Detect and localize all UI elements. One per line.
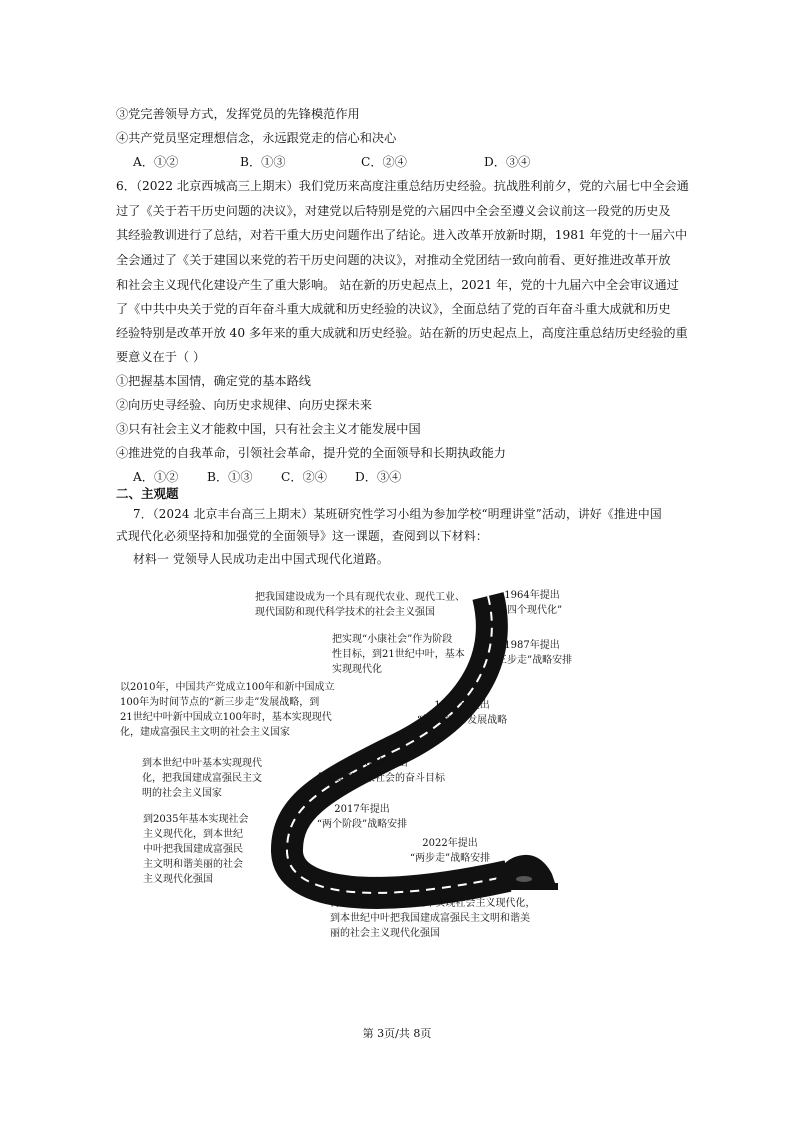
q6-option-1: ①把握基本国情，确定党的基本路线 — [116, 374, 311, 388]
q7-material-title: 材料一 党领导人民成功走出中国式现代化道路。 — [133, 552, 389, 566]
road-label-bottom: 再次明确到2035年基本实现社会主义现代化， 到本世纪中叶把我国建成富强民主文明和谐美 丽的社会主义现代化强国 — [330, 898, 536, 939]
road-label-milestone: 1987年提出 “三步走”战略安排 — [491, 640, 573, 666]
q6-choice-b: B．①③ — [207, 470, 253, 484]
road-label-left: 到本世纪中叶基本实现现代 化，把我国建成富强民主文 明的社会主义国家 — [142, 758, 262, 799]
road-label-left: 以2010年，中国共产党成立100年和新中国成立 100年为时间节点的“新三步走”发展战略，到 21世纪中叶新中国成立100年时，基本实现现代 化，建成富强民主文明的社会主义国家 — [120, 682, 335, 738]
road-label-left: 把实现“小康社会”作为阶段 性目标，到21世纪中叶，基本 实现现代化 — [332, 634, 465, 675]
q6-stem-line: 全会通过了《关于建国以来党的若干历史问题的决议》，对推动全党团结一致向前看、更好推进改革开放 — [116, 253, 671, 267]
q6-stem-line: 6．（2022 北京西城高三上期末）我们党历来高度注重总结历史经验。抗战胜利前夕，党的六届七中全会通 — [116, 179, 689, 193]
q6-stem-line: 经验特别是改革开放 40 多年来的重大成就和历史经验。站在新的历史起点上，高度注重总结历史经验的重 — [116, 326, 688, 340]
q5-choice-b: B．①③ — [240, 155, 286, 169]
q6-stem-line: 了《中共中央关于党的百年奋斗重大成就和历史经验的决议》，全面总结了党的百年奋斗重大成就和历史 — [116, 302, 671, 316]
q6-stem-line: 和社会主义现代化建设产生了重大影响。 站在新的历史起点上，2021 年，党的十九届六中全会审议通过 — [116, 278, 679, 292]
q5-choice-a: A．①② — [133, 155, 179, 169]
q6-choice-a: A．①② — [133, 470, 179, 484]
page-number: 第 3页/共 8页 — [362, 1027, 432, 1040]
road-label-milestone: 2022年提出 “两步走”战略安排 — [409, 838, 491, 864]
q6-stem-line: 过了《关于若干历史问题的决议》，对建党以后特别是党的六届四中全会至遵义会议前这一段党的历史及 — [116, 204, 671, 218]
q5-choice-d: D．③④ — [484, 155, 531, 169]
road-label-milestone: 2017年提出 “两个阶段”战略安排 — [316, 804, 408, 830]
q6-option-3: ③只有社会主义才能救中国，只有社会主义才能发展中国 — [116, 422, 421, 436]
road-label-left: 把我国建设成为一个具有现代农业、现代工业、 现代国防和现代科学技术的社会主义强国 — [255, 592, 465, 618]
q6-stem-line: 其经验教训进行了总结，对若干重大历史问题作出了结论。进入改革开放新时期，1981 年党的十一届六中 — [116, 228, 688, 242]
section-title: 二、主观题 — [116, 486, 179, 501]
q7-stem-line: 式现代化必须坚持和加强党的全面领导》这一课题，查阅到以下材料： — [116, 529, 488, 543]
q5-option-3: ③党完善领导方式，发挥党员的先锋模范作用 — [116, 107, 360, 121]
q6-option-2: ②向历史寻经验、向历史求规律、向历史探未来 — [116, 398, 372, 412]
q6-choice-d: D．③④ — [355, 470, 402, 484]
road-label-milestone: 1964年提出 “四个现代化” — [501, 590, 563, 616]
q6-stem-line: 要意义在于（ ） — [116, 350, 206, 364]
road-label-left: 到2035年基本实现社会 主义现代化，到本世纪 中叶把我国建成富强民 主文明和谐美丽的社会 主义现代化强国 — [143, 814, 249, 885]
q5-choice-c: C．②④ — [361, 155, 407, 169]
road-label-milestone: 2002年提出 全面建设小康社会的奋斗目标 — [315, 758, 445, 784]
road-label-milestone: 1997年提出 “新三步走”发展战略 — [416, 700, 508, 726]
q7-stem-line: 7．（2024 北京丰台高三上期末）某班研究性学习小组为参加学校“明理讲堂”活动，讲好《推进中国 — [133, 507, 662, 521]
q6-choice-c: C．②④ — [281, 470, 327, 484]
q6-option-4: ④推进党的自我革命，引领社会革命，提升党的全面领导和长期执政能力 — [116, 446, 506, 460]
q5-option-4: ④共产党员坚定理想信念，永远跟党走的信心和决心 — [116, 131, 397, 145]
